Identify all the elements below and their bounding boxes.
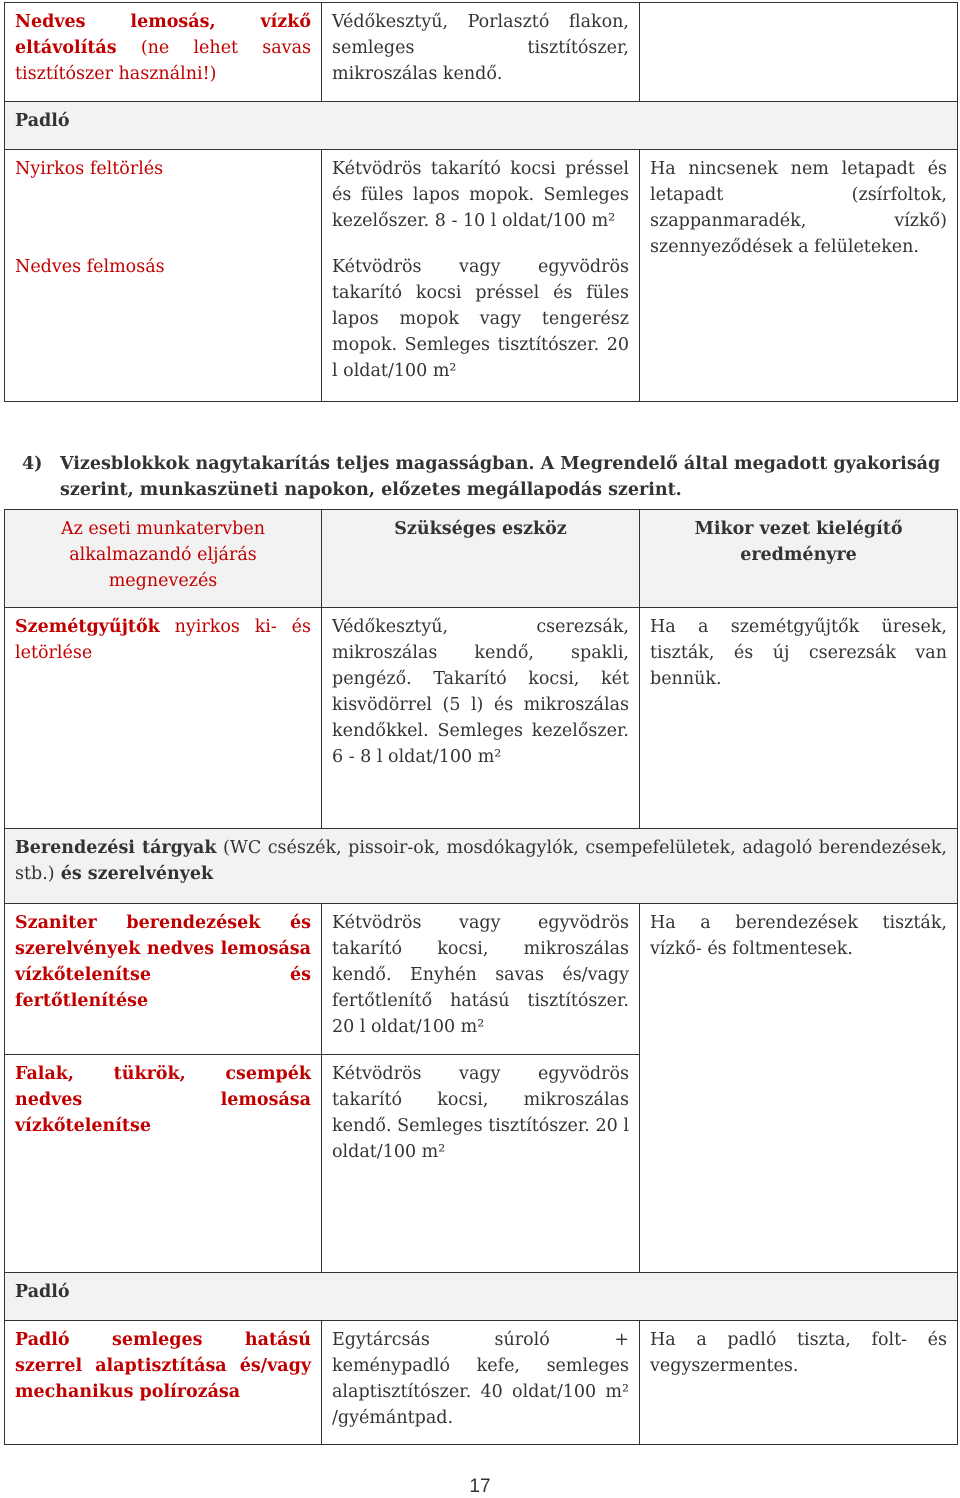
page-number: 17 (469, 1476, 491, 1497)
result-cell: Ha a szemétgyűjtők üresek, tiszták, és új cserezsák van bennük. (640, 608, 958, 829)
procedure-cell (5, 608, 322, 829)
fixtures-header-bold-2: és szerelvények (54, 864, 214, 884)
procedure-cell: Falak, tükrök, csempék nedves lemosása vízkőtelenítse (5, 1055, 322, 1273)
procedure-rest: nyirkos ki- és letörlése (15, 617, 311, 663)
procedure-rest: (ne lehet savas tisztítószer használni!) (15, 38, 311, 84)
tools-cell: Kétvödrös vagy egyvödrös takarító kocsi, mikroszálas kendő. Semleges tisztítószer. 20 l oldat/100 m² (322, 1055, 640, 1273)
fixtures-section-header (5, 829, 958, 904)
header-result: Mikor vezet kielégítő eredményre (640, 510, 958, 608)
header-tools: Szükséges eszköz (322, 510, 640, 608)
tools-cell: Kétvödrös vagy egyvödrös takarító kocsi, mikroszálas kendő. Enyhén savas és/vagy fertőtlenítő hatású tisztítószer. 20 l oldat/100 m² (322, 904, 640, 1055)
section-number: 4) (22, 454, 43, 474)
result-cell (640, 3, 958, 102)
cleaning-table-1 (4, 2, 958, 402)
tools-cell: Védőkesztyű, cserezsák, mikroszálas kendő, spakli, pengéző. Takarító kocsi, két kisvödörrel (5 l) és mikroszálas kendőkkel. Semleges kezelőszer. 6 - 8 l oldat/100 m² (322, 608, 640, 829)
tools-cell: Egytárcsás súroló + keménypadló kefe, semleges alaptisztítószer. 40 oldat/100 m² /gyémántpad. (322, 1321, 640, 1445)
result-cell: Ha nincsenek nem letapadt és letapadt (zsírfoltok, szappanmaradék, vízkő) szennyeződések a felületeken. (640, 150, 958, 402)
procedure-cell: Nyirkos feltörlés (5, 150, 322, 248)
tools-cell: Kétvödrös vagy egyvödrös takarító kocsi préssel és füles lapos mopok vagy tengerész mopok. Semleges tisztítószer. 20 l oldat/100 m² (322, 248, 640, 402)
tools-cell: Kétvödrös takarító kocsi préssel és füles lapos mopok. Semleges kezelőszer. 8 - 10 l oldat/100 m² (322, 150, 640, 248)
fixtures-header-bold: Berendezési tárgyak (15, 838, 217, 858)
procedure-cell (5, 3, 322, 102)
procedure-bold: Szemétgyűjtők (15, 617, 160, 637)
section-title-line2: szerint, munkaszüneti napokon, előzetes megállapodás szerint. (60, 480, 682, 500)
section-title-line1: Vizesblokkok nagytakarítás teljes magasságban. A Megrendelő által megadott gyakoriság (60, 454, 941, 474)
floor-section-header: Padló (5, 1273, 958, 1321)
procedure-cell: Nedves felmosás (5, 248, 322, 402)
result-cell: Ha a padló tiszta, folt- és vegyszermentes. (640, 1321, 958, 1445)
procedure-cell: Padló semleges hatású szerrel alaptisztítása és/vagy mechanikus polírozása (5, 1321, 322, 1445)
result-cell: Ha a berendezések tiszták, vízkő- és foltmentesek. (640, 904, 958, 1273)
header-procedure: Az eseti munkatervben alkalmazandó eljárás megnevezés (5, 510, 322, 608)
section-4-title (22, 451, 957, 503)
procedure-bold: Nedves lemosás, vízkő eltávolítás (15, 12, 311, 58)
procedure-cell: Szaniter berendezések és szerelvények nedves lemosása vízkőtelenítse és fertőtlenítése (5, 904, 322, 1055)
tools-cell: Védőkesztyű, Porlasztó flakon, semleges tisztítószer, mikroszálas kendő. (322, 3, 640, 102)
cleaning-table-2 (4, 509, 958, 1445)
floor-section-header: Padló (5, 102, 958, 150)
fixtures-header-normal: (WC csészék, pissoir-ok, mosdókagylók, csempefelületek, adagoló berendezések, stb.) (15, 838, 947, 884)
